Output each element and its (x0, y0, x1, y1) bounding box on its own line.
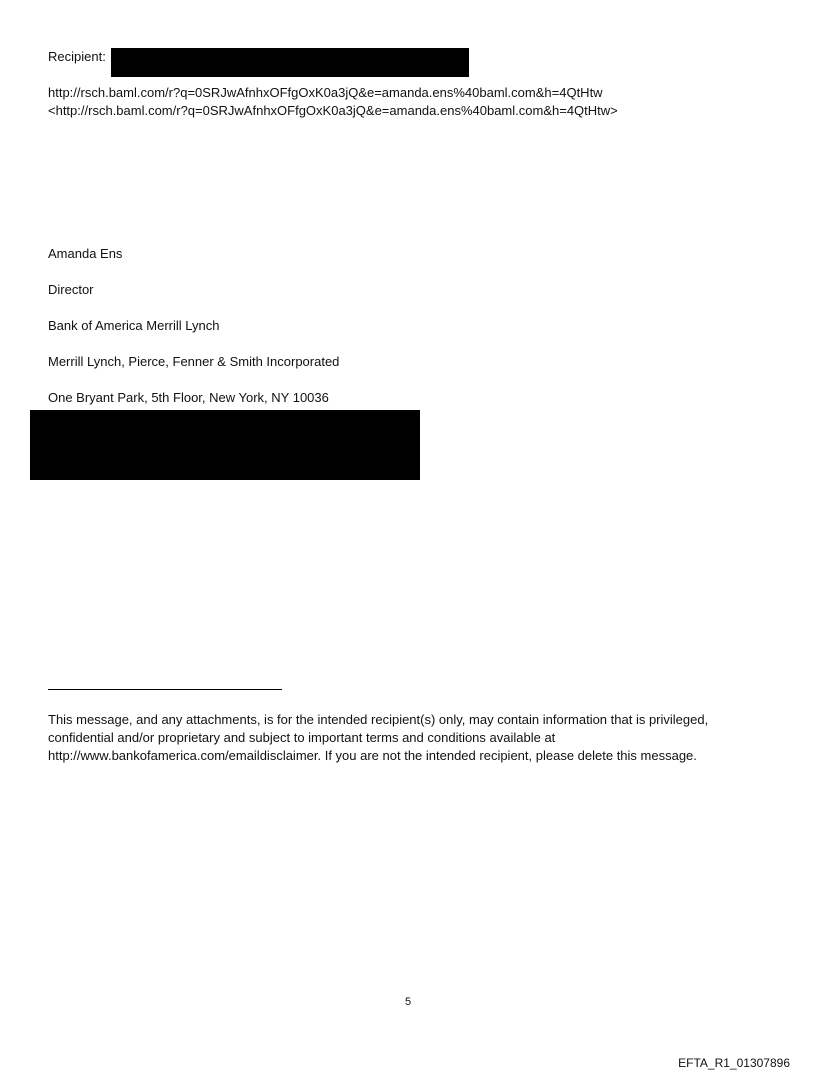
signature-redaction (30, 410, 420, 480)
bates-id: EFTA_R1_01307896 (678, 1056, 790, 1070)
link-line-1[interactable]: http://rsch.baml.com/r?q=0SRJwAfnhxOFfgOxK0a3jQ&e=amanda.ens%40baml.com&h=4QtHtw (48, 85, 603, 100)
signature-company: Bank of America Merrill Lynch (48, 318, 220, 333)
signature-title: Director (48, 282, 94, 297)
signature-address: One Bryant Park, 5th Floor, New York, NY 10036 (48, 390, 329, 405)
signature-name: Amanda Ens (48, 246, 123, 261)
recipient-label: Recipient: (48, 49, 106, 64)
disclaimer-text: This message, and any attachments, is for the intended recipient(s) only, may contain information that is privileged, confidential and/or proprietary and subject to important terms and conditions available at http://www.bankofamerica.com/emaildisclaimer. If you are not the intended recipient, please delete this message. (48, 712, 709, 763)
page-number: 5 (404, 996, 412, 1008)
recipient-redaction (111, 48, 469, 77)
signature-entity: Merrill Lynch, Pierce, Fenner & Smith Incorporated (48, 354, 340, 369)
footer-divider (48, 689, 282, 690)
link-line-2[interactable]: <http://rsch.baml.com/r?q=0SRJwAfnhxOFfgOxK0a3jQ&e=amanda.ens%40baml.com&h=4QtHtw> (48, 103, 618, 118)
